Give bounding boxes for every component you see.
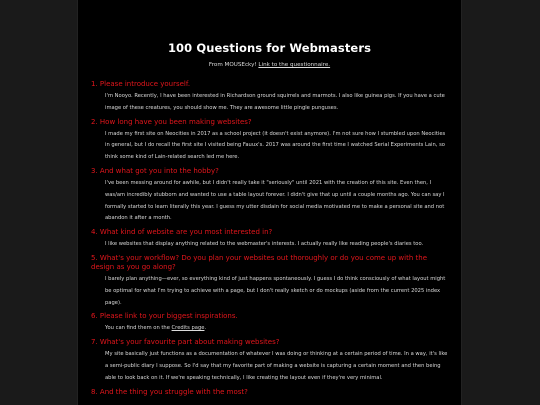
subtitle-text: From MOUSEcky! [208, 62, 259, 68]
question-heading: 4. What kind of website are you most interested in? [91, 228, 273, 237]
answer-text: I like websites that display anything related to the webmaster's interests. I actually really like reading people's diaries too. [105, 241, 424, 248]
question-item [91, 254, 449, 309]
question-item [91, 338, 449, 384]
question-item [91, 228, 449, 251]
answer-text: My site basically just functions as a documentation of whatever I was doing or thinking at a certain period of time. In a way, it's like a semi-public diary I suppose. So I'd say that my favorite part of making a website is capturing a certain moment and then being able to look back on it. If we're speaking technically, I like creating the layout even if they're very minimal. [105, 351, 448, 381]
question-item [91, 167, 449, 225]
content-page [77, 0, 462, 405]
answer-text: I've been messing around for awhile, but I didn't really take it "seriously" until 2021 with the creation of this site. Even then, I was/am incredibly stubborn and wanted to use a table layout forever. I didn't give that up until a couple months ago. You can say I formally started to learn literally this year. I guess my utter disdain for social media motivated me to make a personal site and not abandon it after a month. [105, 179, 445, 222]
question-item [91, 388, 449, 397]
answer-text-suffix: . [204, 325, 207, 332]
question-heading: 5. What's your workflow? Do you plan your websites out thoroughly or do you come up with the design as you go along? [91, 253, 427, 271]
question-heading: 7. What's your favourite part about making websites? [91, 338, 280, 347]
questions-list [78, 80, 461, 397]
answer-text [105, 323, 449, 335]
question-heading: 3. And what got you into the hobby? [91, 166, 219, 175]
questionnaire-link[interactable]: Link to the questionnaire. [258, 62, 331, 68]
credits-link[interactable]: Credits page [171, 325, 205, 332]
question-heading: 2. How long have you been making websites? [91, 117, 252, 126]
question-heading: 6. Please link to your biggest inspirations. [91, 312, 238, 321]
question-item [91, 80, 449, 115]
page-title: 100 Questions for Webmasters [167, 41, 372, 55]
page-subtitle [78, 62, 461, 68]
answer-text: I barely plan anything—ever, so everything kind of just happens spontaneously. I guess I do think consciously of what layout might be optimal for what I'm trying to achieve with a page, but I don't really sketch or do mockups (aside from the current 2025 index page). [105, 275, 446, 306]
answer-text: I made my first site on Neocities in 2017 as a school project (it doesn't exist anymore). I'm not sure how I stumbled upon Neocities in general, but I do recall the first site I visited being Fauux's. 2017 was around the first time I watched Serial Experiments Lain, so think some kind of Lain-related search led me here. [105, 130, 446, 161]
question-heading: 8. And the thing you struggle with the most? [91, 387, 248, 396]
question-item [91, 312, 449, 335]
question-item [91, 118, 449, 164]
answer-text-prefix: You can find them on the [105, 325, 172, 332]
answer-text: I'm Nooyo. Recently, I have been interested in Richardson ground squirrels and marmots. I also like guinea pigs. If you have a cute image of these creatures, you should show me. They are awesome little pingle punguses. [105, 93, 445, 111]
question-heading: 1. Please introduce yourself. [91, 80, 191, 88]
